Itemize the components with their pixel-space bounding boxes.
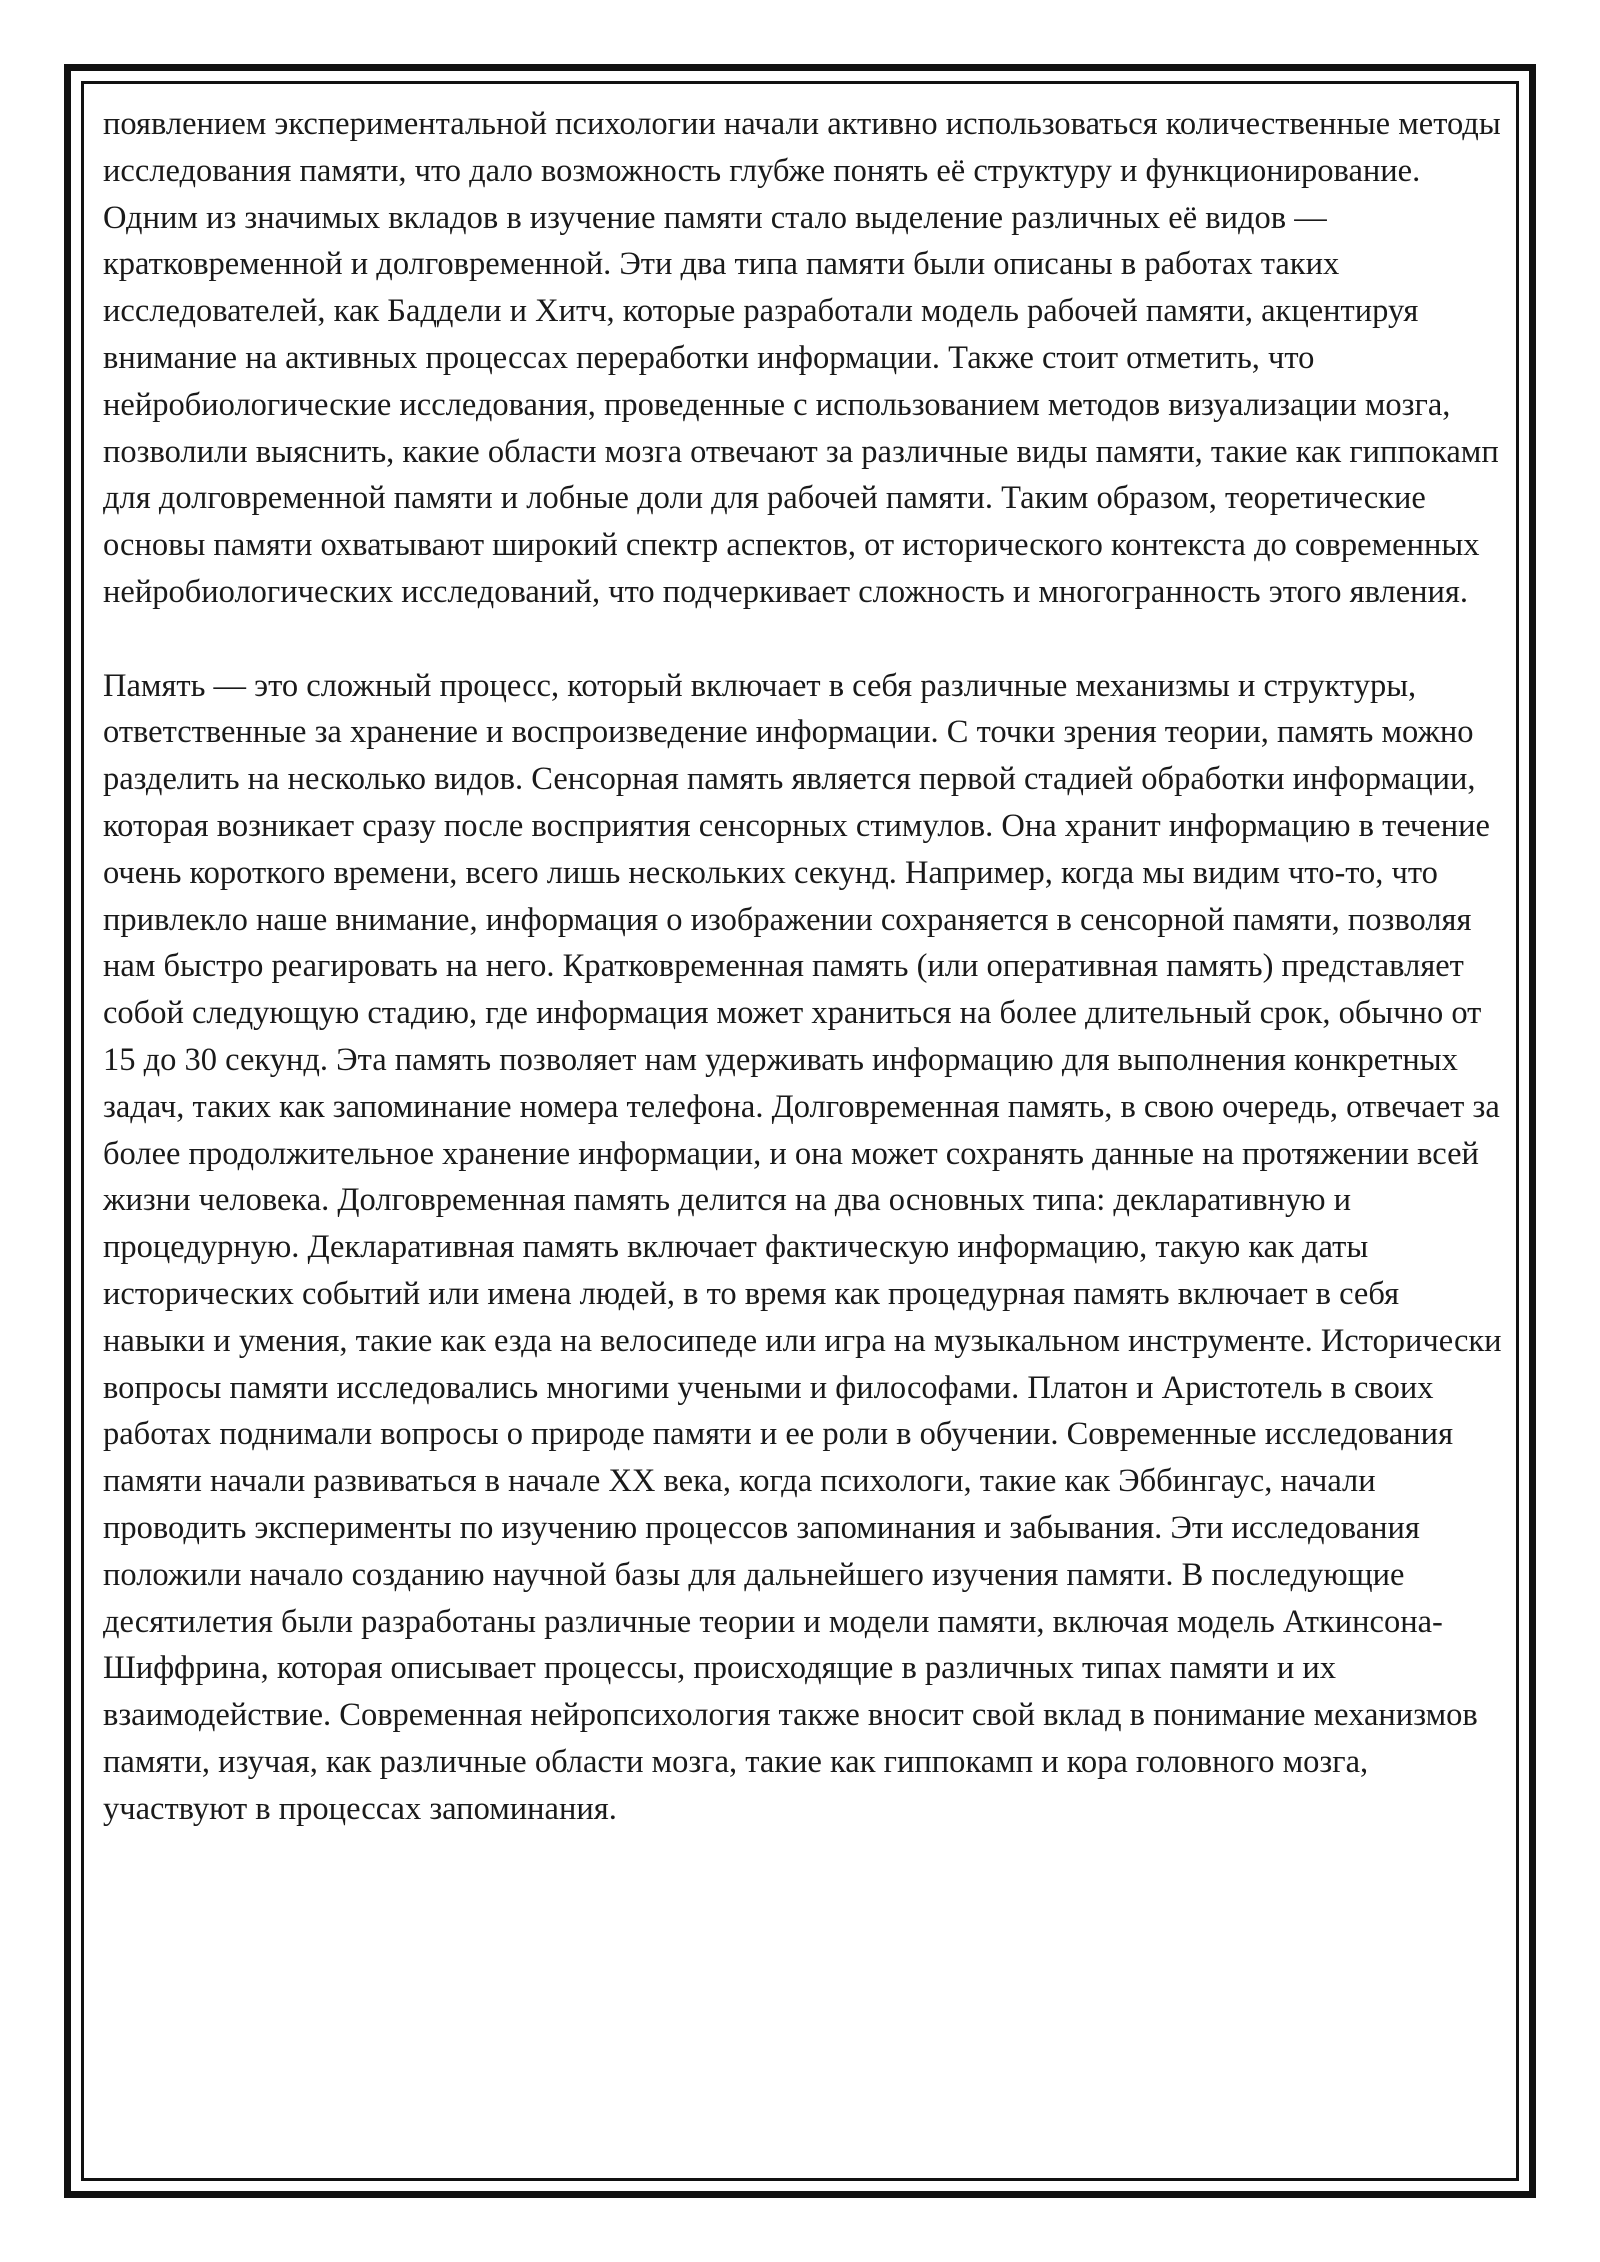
page-border-outer [64, 64, 1536, 2198]
document-body [103, 101, 1505, 1832]
paragraph-1: появлением экспериментальной психологии начали активно использоваться количественные методы исследования памяти, что дало возможность глубже понять её структуру и функционирование. Одним из значимых вкладов в изучение памяти стало выделение различных её видов — кратковременной и долговременной. Эти два типа памяти были описаны в работах таких исследователей, как Баддели и Хитч, которые разработали модель рабочей памяти, акцентируя внимание на активных процессах переработки информации. Также стоит отметить, что нейробиологические исследования, проведенные с использованием методов визуализации мозга, позволили выяснить, какие области мозга отвечают за различные виды памяти, такие как гиппокамп для долговременной памяти и лобные доли для рабочей памяти. Таким образом, теоретические основы памяти охватывают широкий спектр аспектов, от исторического контекста до современных нейробиологических исследований, что подчеркивает сложность и многогранность этого явления. [103, 106, 1501, 610]
paragraph-2: Память — это сложный процесс, который включает в себя различные механизмы и структуры, ответственные за хранение и воспроизведение информации. С точки зрения теории, память можно разделить на несколько видов. Сенсорная память является первой стадией обработки информации, которая возникает сразу после восприятия сенсорных стимулов. Она хранит информацию в течение очень короткого времени, всего лишь нескольких секунд. Например, когда мы видим что-то, что привлекло наше внимание, информация о изображении сохраняется в сенсорной памяти, позволяя нам быстро реагировать на него. Кратковременная память (или оперативная память) представляет собой следующую стадию, где информация может храниться на более длительный срок, обычно от 15 до 30 секунд. Эта память позволяет нам удерживать информацию для выполнения конкретных задач, таких как запоминание номера телефона. Долговременная память, в свою очередь, отвечает за более продолжительное хранение информации, и она может сохранять данные на протяжении всей жизни человека. Долговременная память делится на два основных типа: декларативную и процедурную. Декларативная память включает фактическую информацию, такую как даты исторических событий или имена людей, в то время как процедурная память включает в себя навыки и умения, такие как езда на велосипеде или игра на музыкальном инструменте. Исторически вопросы памяти исследовались многими учеными и философами. Платон и Аристотель в своих работах поднимали вопросы о природе памяти и ее роли в обучении. Современные исследования памяти начали развиваться в начале XX века, когда психологи, такие как Эббингаус, начали проводить эксперименты по изучению процессов запоминания и забывания. Эти исследования положили начало созданию научной базы для дальнейшего изучения памяти. В последующие десятилетия были разработаны различные теории и модели памяти, включая модель Аткинсона-Шиффрина, которая описывает процессы, происходящие в различных типах памяти и их взаимодействие. Современная нейропсихология также вносит свой вклад в понимание механизмов памяти, изучая, как различные области мозга, такие как гиппокамп и кора головного мозга, участвуют в процессах запоминания. [103, 667, 1502, 1827]
